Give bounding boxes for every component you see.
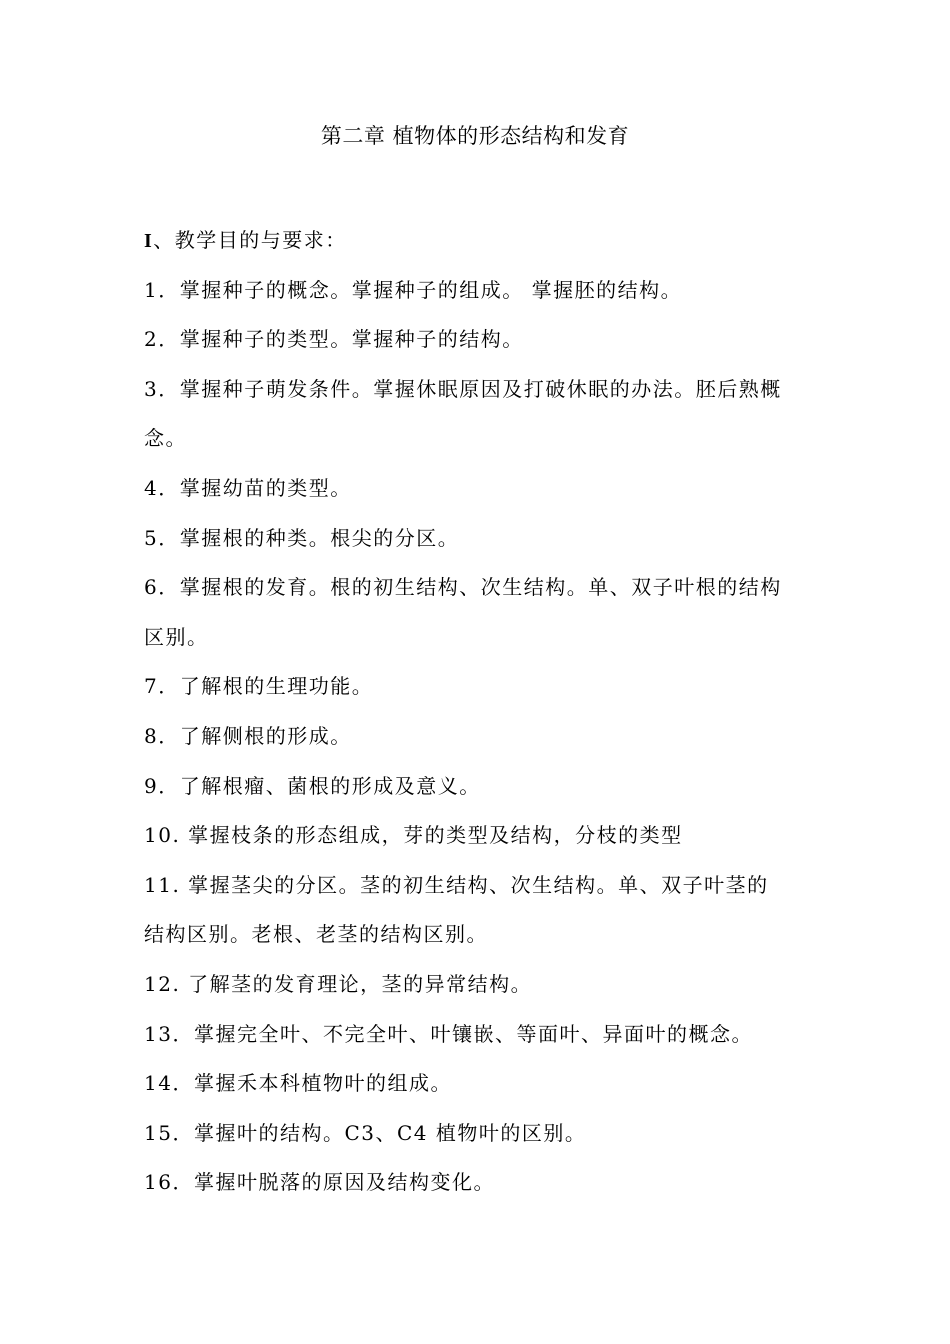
objective-line: 15．掌握叶的结构。C3、C4 植物叶的区别。 <box>144 1120 587 1145</box>
objective-line: 10. 掌握枝条的形态组成，芽的类型及结构，分枝的类型 <box>144 823 683 848</box>
objective-line: 5．掌握根的种类。根尖的分区。 <box>144 525 460 550</box>
section-heading-text: 、教学目的与要求： <box>153 228 347 252</box>
objectives-section <box>144 216 812 1208</box>
chapter-title: 第二章 植物体的形态结构和发育 <box>320 124 630 148</box>
objective-line: 16．掌握叶脱落的原因及结构变化。 <box>144 1170 495 1195</box>
objective-line: 6．掌握根的发育。根的初生结构、次生结构。单、双子叶根的结构 <box>144 575 782 600</box>
objective-line: 13．掌握完全叶、不完全叶、叶镶嵌、等面叶、异面叶的概念。 <box>144 1021 753 1046</box>
objective-line: 3．掌握种子萌发条件。掌握休眠原因及打破休眠的办法。胚后熟概 <box>144 376 782 401</box>
objective-line: 结构区别。老根、老茎的结构区别。 <box>144 922 488 947</box>
objective-line: 8．了解侧根的形成。 <box>144 723 352 748</box>
objective-line: 14．掌握禾本科植物叶的组成。 <box>144 1071 452 1096</box>
objective-line: 4．掌握幼苗的类型。 <box>144 475 352 500</box>
section-heading <box>144 216 812 266</box>
objective-line: 9．了解根瘤、菌根的形成及意义。 <box>144 773 481 798</box>
objective-line: 11. 掌握茎尖的分区。茎的初生结构、次生结构。单、双子叶茎的 <box>144 872 769 897</box>
objective-line: 念。 <box>144 426 187 451</box>
objective-line: 区别。 <box>144 624 209 649</box>
objective-line: 7．了解根的生理功能。 <box>144 674 374 699</box>
section-numeral: I <box>144 230 154 252</box>
objective-line: 1．掌握种子的概念。掌握种子的组成。 掌握胚的结构。 <box>144 277 683 302</box>
objective-line: 2．掌握种子的类型。掌握种子的结构。 <box>144 327 524 352</box>
objective-line: 12. 了解茎的发育理论，茎的异常结构。 <box>144 971 533 996</box>
